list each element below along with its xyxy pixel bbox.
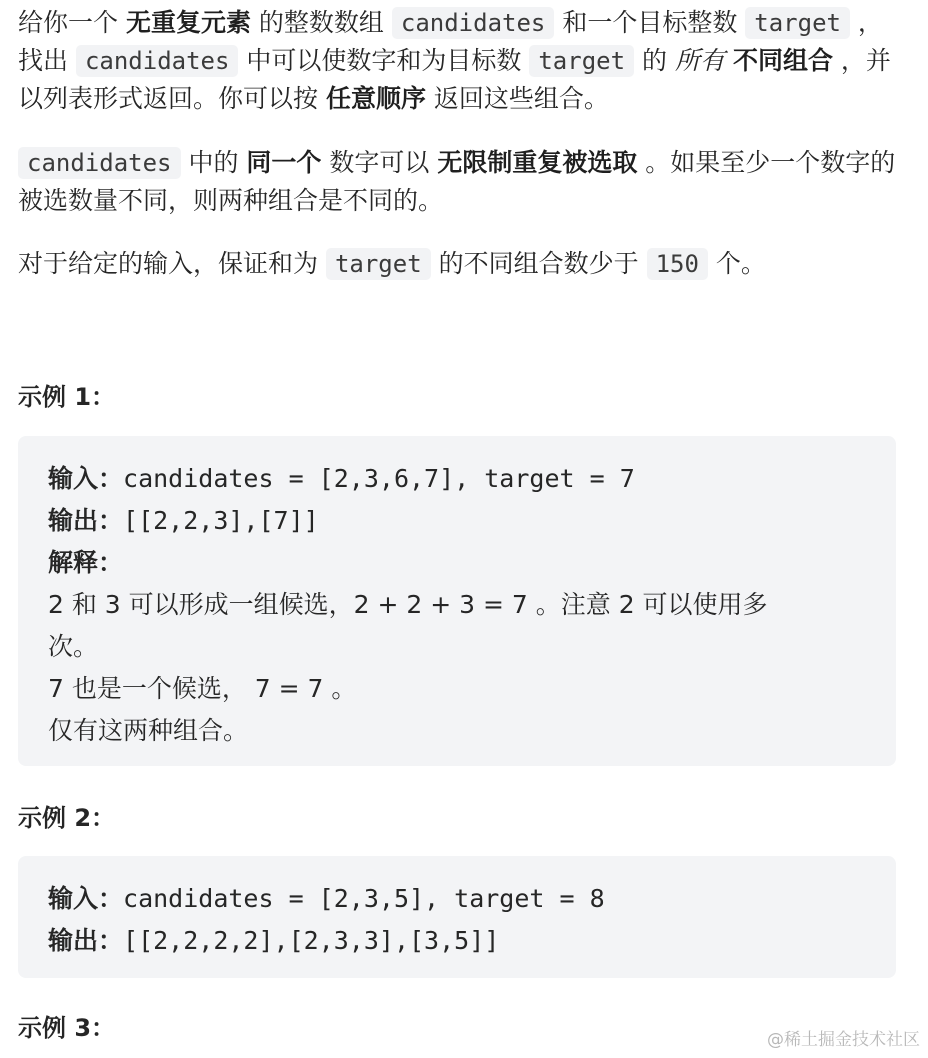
text: 的不同组合数少于	[430, 249, 647, 278]
text: 返回这些组合。	[425, 84, 609, 113]
problem-description-paragraph-2	[18, 144, 900, 220]
example-1-heading: 示例 1：	[18, 383, 116, 411]
code-150: 150	[647, 248, 708, 280]
text: 对于给定的输入，保证和为	[18, 249, 326, 278]
problem-description-paragraph-1	[18, 4, 900, 118]
example-2-heading: 示例 2：	[18, 804, 116, 832]
bold-unlimited: 无限制重复被选取	[437, 148, 638, 177]
text: 的整数数组	[250, 8, 392, 37]
watermark: @稀土掘金技术社区	[767, 1030, 920, 1050]
output-value: [[2,2,2,2],[2,3,3],[3,5]]	[123, 926, 500, 955]
example-2-output	[48, 920, 866, 962]
input-value: candidates = [2,3,5], target = 8	[123, 884, 605, 913]
example-2-block	[18, 856, 896, 978]
code-target: target	[745, 7, 850, 39]
output-label: 输出：	[48, 506, 124, 535]
example-1-block	[18, 436, 896, 766]
bold-same: 同一个	[246, 148, 322, 177]
code-candidates: candidates	[392, 7, 555, 39]
example-1-explain-label	[48, 542, 866, 584]
code-target: target	[326, 248, 431, 280]
text: 。如果至少一个数字的被选数量不同，则两种组合是不同的。	[18, 148, 896, 215]
bold-any-order: 任意顺序	[325, 84, 426, 113]
bold-no-duplicate: 无重复元素	[125, 8, 251, 37]
code-candidates: candidates	[76, 45, 239, 77]
output-value: [[2,2,3],[7]]	[123, 506, 319, 535]
text	[725, 46, 733, 75]
input-label: 输入：	[48, 464, 124, 493]
text: 的	[634, 46, 675, 75]
example-1-explain-line-1: 2 和 3 可以形成一组候选，2 + 2 + 3 = 7 。注意 2 可以使用多	[48, 590, 768, 619]
example-1-input	[48, 458, 866, 500]
text: ，并以列表形式返回。你可以按	[18, 46, 891, 113]
input-label: 输入：	[48, 884, 124, 913]
output-label: 输出：	[48, 926, 124, 955]
example-1-explain-line-3: 7 也是一个候选， 7 = 7 。	[48, 674, 357, 703]
example-1-explain-line-4: 仅有这两种组合。	[48, 716, 249, 745]
example-1-output	[48, 500, 866, 542]
example-1-explain-line-2: 次。	[48, 632, 99, 661]
text: 给你一个	[18, 8, 126, 37]
text: 和一个目标整数	[554, 8, 746, 37]
text: ，找出	[18, 8, 883, 75]
text: 个。	[707, 249, 766, 278]
problem-description-paragraph-3	[18, 245, 900, 283]
text: 数字可以	[321, 148, 438, 177]
explain-label: 解释：	[48, 548, 124, 577]
input-value: candidates = [2,3,6,7], target = 7	[123, 464, 635, 493]
example-2-input	[48, 878, 866, 920]
italic-all: 所有	[674, 46, 725, 75]
text: 中的	[180, 148, 247, 177]
code-target: target	[529, 45, 634, 77]
bold-distinct-combinations: 不同组合	[732, 46, 833, 75]
text: 中可以使数字和为目标数	[238, 46, 530, 75]
example-3-heading: 示例 3：	[18, 1014, 116, 1042]
code-candidates: candidates	[18, 147, 181, 179]
